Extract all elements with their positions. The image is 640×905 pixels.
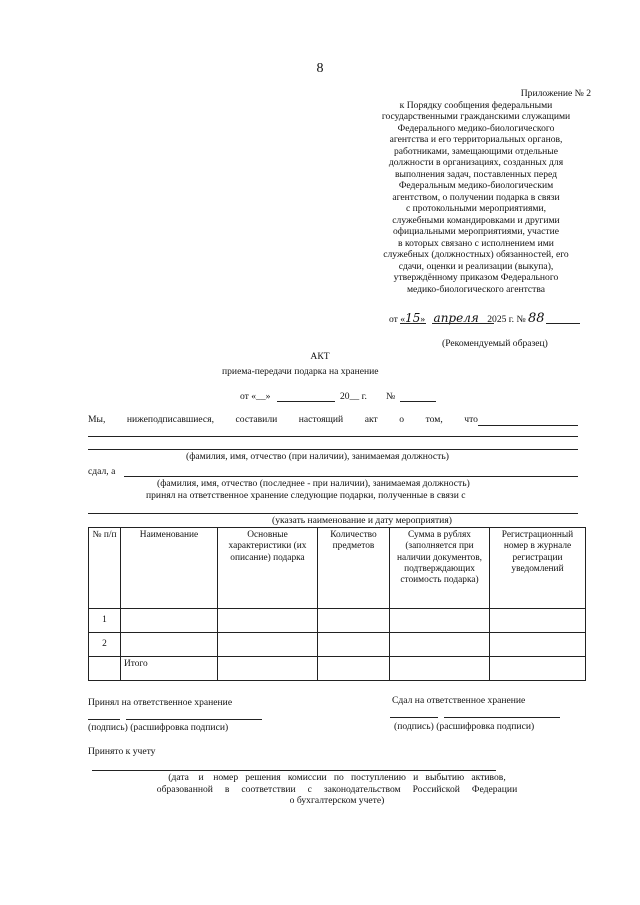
we-signed-line (88, 414, 478, 426)
appendix-line: с протокольными мероприятиями, (405, 203, 547, 214)
table-row (89, 633, 586, 657)
handed-label: сдал, а (88, 466, 116, 477)
act-date-month-underline (277, 401, 335, 402)
column-header-registration: Регистрационный номер в журнале регистрации уведомлений (490, 528, 586, 609)
event-underline (88, 513, 578, 514)
we-word: нижеподписавшиеся, (126, 414, 214, 425)
table-header-row (89, 528, 586, 609)
appendix-line: выполнения задач, поставленных перед (394, 168, 558, 180)
appendix-title: Приложение № 2 (520, 88, 591, 99)
we-word: акт (364, 414, 378, 425)
appendix-line: медико-биологического агентства (406, 283, 546, 295)
row-number: 1 (89, 609, 121, 633)
appendix-line: агентством, о получении подарка в связи (392, 191, 560, 203)
order-number-underline (546, 323, 580, 324)
handed-name-underline (444, 717, 560, 718)
appendix-line: официальными мероприятиями, участие (393, 226, 559, 237)
table-cell[interactable] (121, 609, 218, 633)
we-line-underline (478, 425, 578, 426)
table-cell[interactable] (218, 633, 318, 657)
accepted-signature-underline (88, 719, 120, 720)
accepted-name-underline (126, 719, 262, 720)
accepted-signature-caption: (подпись) (расшифровка подписи) (88, 722, 229, 733)
appendix-text (345, 100, 607, 296)
accounting-caption (140, 772, 534, 807)
appendix-line: к Порядку сообщения федеральными (399, 99, 553, 111)
order-number-handwritten: 88 (528, 311, 545, 326)
caption-fio-position: (фамилия, имя, отчество (при наличии), занимаемая должность) (186, 451, 449, 462)
accounting-underline (92, 770, 496, 771)
table-cell[interactable] (490, 657, 586, 681)
table-cell[interactable] (218, 609, 318, 633)
accepted-line: принял на ответственное хранение следующие подарки, полученные в связи с (146, 490, 466, 501)
table-cell[interactable] (390, 609, 490, 633)
column-header-sum: Сумма в рублях (заполняется при наличии документов, подтверждающих стоимость подарка) (390, 528, 490, 609)
row-number: 2 (89, 633, 121, 657)
table-cell[interactable] (218, 657, 318, 681)
gift-table (88, 527, 586, 681)
table-cell[interactable] (490, 633, 586, 657)
appendix-block (345, 88, 607, 295)
table-cell[interactable] (318, 657, 390, 681)
appendix-line: Федеральным медико-биологическим (398, 180, 554, 191)
column-header-name: Наименование (121, 528, 218, 609)
appendix-line: государственными гражданскими служащими (381, 111, 571, 122)
accounting-label: Принято к учету (88, 746, 156, 757)
act-title: АКТ (310, 351, 330, 362)
act-date-year: 20__ г. (340, 391, 367, 402)
column-header-characteristics: Основные характеристики (их описание) подарка (218, 528, 318, 609)
column-header-number: № п/п (89, 528, 121, 609)
appendix-line: служебными командировками и другими (392, 214, 560, 226)
appendix-line: в которых связано с исполнением ими (398, 237, 554, 249)
we-word: настоящий (298, 414, 344, 425)
act-number-label: № (386, 391, 396, 402)
act-subtitle: приема-передачи подарка на хранение (222, 366, 379, 377)
appendix-line: утверждённому приказом Федерального (393, 272, 559, 283)
handed-underline (124, 476, 578, 477)
order-date-line (389, 311, 619, 327)
order-year: 2025 г. № (487, 314, 526, 325)
table-cell[interactable] (390, 657, 490, 681)
we-word: о (399, 414, 405, 425)
table-cell[interactable] (390, 633, 490, 657)
table-row-total (89, 657, 586, 681)
we-word: Мы, (88, 414, 106, 425)
appendix-line: должности в организациях, созданных для (388, 157, 564, 168)
order-date-prefix: от « (389, 314, 406, 325)
fill-line (88, 436, 578, 437)
act-number-underline (400, 401, 436, 402)
accounting-caption-line: образованной в соответствии с законодательством Российской Федерации (156, 783, 518, 795)
appendix-line: агентства и его территориальных органов, (389, 134, 563, 145)
table-cell[interactable] (318, 633, 390, 657)
caption-event: (указать наименование и дату мероприятия) (272, 515, 452, 526)
table-cell[interactable] (490, 609, 586, 633)
we-word: составили (235, 414, 278, 425)
handed-signature-underline (390, 717, 438, 718)
table-cell[interactable] (318, 609, 390, 633)
table-cell[interactable] (121, 633, 218, 657)
appendix-line: сдачи, оценки и реализации (выкупа), (398, 260, 554, 272)
caption-fio-position-2: (фамилия, имя, отчество (последнее - при наличии), занимаемая должность) (157, 478, 470, 489)
accepted-signature-label: Принял на ответственное хранение (88, 697, 233, 708)
we-word: что (464, 414, 478, 425)
handed-signature-caption: (подпись) (расшифровка подписи) (394, 721, 535, 732)
total-label: Итого (121, 657, 218, 681)
appendix-line: служебных (должностных) обязанностей, его (383, 249, 569, 260)
appendix-line: Федерального медико-биологического (397, 122, 555, 134)
order-day-underline (400, 323, 426, 324)
order-day-handwritten: 15 (405, 311, 421, 325)
we-word: том, (425, 414, 443, 425)
page-number: 8 (316, 61, 324, 76)
accounting-caption-line: (дата и номер решения комиссии по поступлению и выбытию активов, (168, 772, 506, 783)
order-month-underline (432, 323, 494, 324)
column-header-quantity: Количество предметов (318, 528, 390, 609)
table-row (89, 609, 586, 633)
order-month-handwritten: апреля (433, 311, 479, 325)
table-cell (89, 657, 121, 681)
order-date-mid: » (420, 314, 426, 325)
accounting-caption-line: о бухгалтерском учете) (289, 795, 385, 806)
handed-signature-label: Сдал на ответственное хранение (392, 695, 526, 706)
fill-line (88, 449, 578, 450)
act-date-prefix: от «__» (240, 391, 271, 402)
appendix-line: работниками, замещающими отдельные (393, 145, 559, 157)
sample-note: (Рекомендуемый образец) (442, 338, 548, 349)
